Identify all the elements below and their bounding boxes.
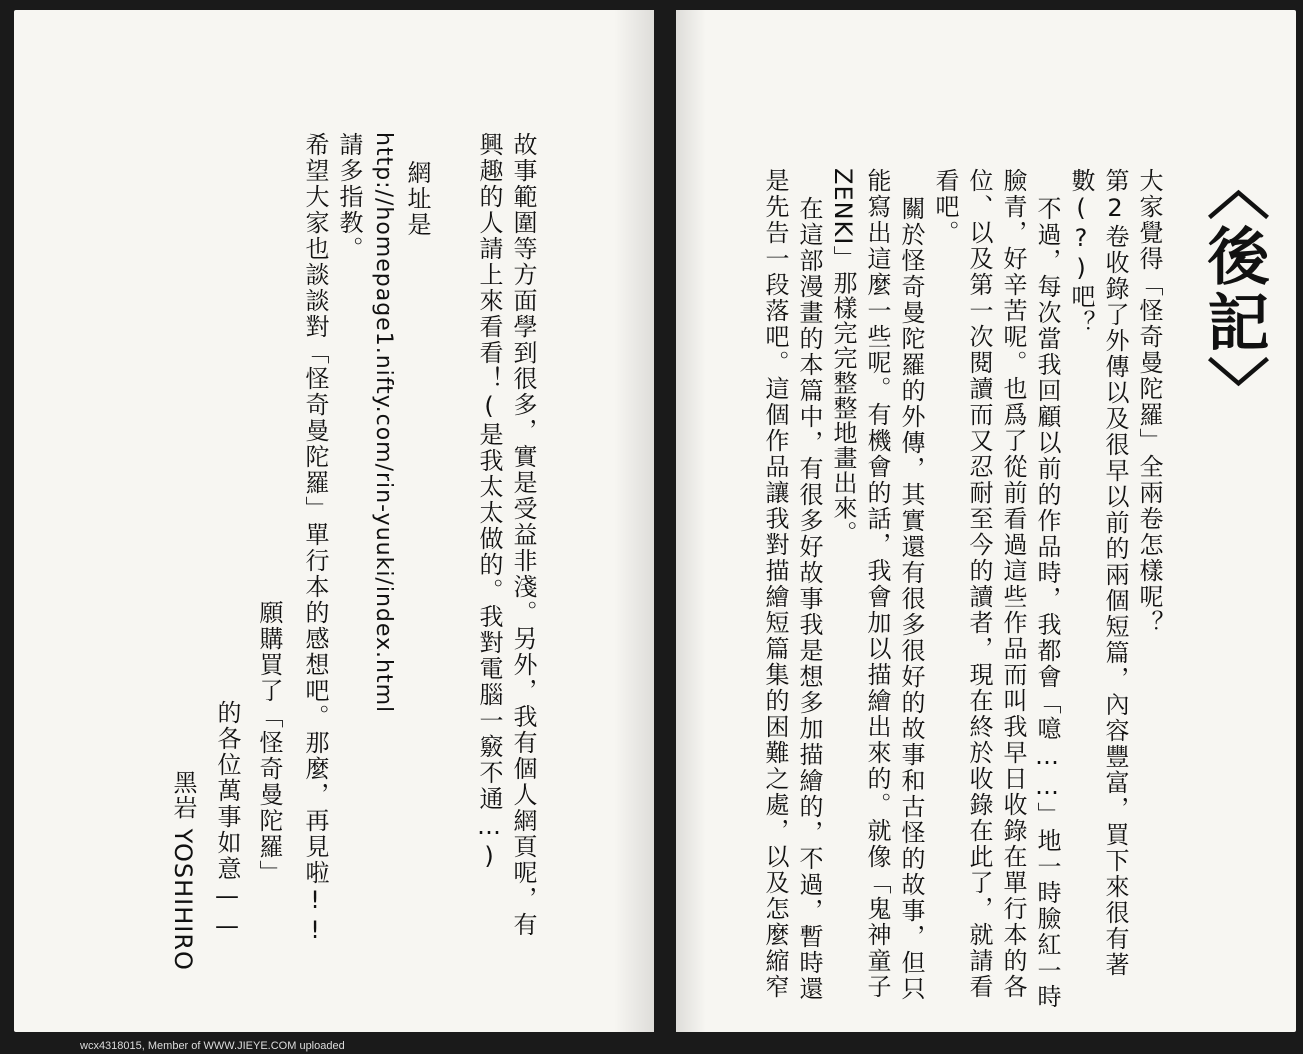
- text-line: 看吧。: [931, 168, 959, 246]
- text-line: 故事範圍等方面學到很多，實是受益非淺。另外，我有個人網頁呢，有: [509, 132, 537, 938]
- text-line: 網址是: [403, 160, 431, 238]
- website-url: http://homepage1.nifty.com/rin-yuuki/index.html: [371, 132, 396, 714]
- afterword-title: 〈後記〉: [1197, 158, 1270, 422]
- author-signature: 黑岩 YOSHIHIRO: [169, 770, 197, 971]
- text-line: 是先告一段落吧。這個作品讓我對描繪短篇集的困難之處，以及怎麼縮窄: [761, 168, 789, 1000]
- text-line: ZENKI」那樣完完整整地畫出來。: [829, 168, 857, 546]
- text-line: 第2卷收錄了外傳以及很早以前的兩個短篇，內容豐富，買下來很有著: [1101, 168, 1129, 978]
- gutter-shadow: [614, 10, 654, 1032]
- left-page: [14, 10, 654, 1032]
- text-line: 不過，每次當我回顧以前的作品時，我都會「噫……」地一時臉紅一時: [1033, 196, 1061, 1010]
- gutter-shadow: [676, 10, 706, 1032]
- text-line: 數(?)吧？: [1067, 168, 1095, 336]
- upload-caption: wcx4318015, Member of WWW.JIEYE.COM uploaded: [80, 1040, 345, 1052]
- text-line: 大家覺得「怪奇曼陀羅」全兩卷怎樣呢？: [1135, 168, 1163, 636]
- text-line: 能寫出這麼一些呢。有機會的話，我會加以描繪出來的。就像「鬼神童子: [863, 168, 891, 1000]
- text-line: 位、以及第一次閱讀而又忍耐至今的讀者，現在終於收錄在此了，就請看: [965, 168, 993, 1000]
- text-line: 希望大家也談談對「怪奇曼陀羅」單行本的感想吧。那麼，再見啦!!: [301, 132, 329, 946]
- right-page: [676, 10, 1296, 1032]
- closing-line: 願購買了「怪奇曼陀羅」: [255, 600, 283, 886]
- text-line: 關於怪奇曼陀羅的外傳，其實還有很多很好的故事和古怪的故事，但只: [897, 196, 925, 1002]
- text-line: 臉青，好辛苦呢。也爲了從前看過這些作品而叫我早日收錄在單行本的各: [999, 168, 1027, 1000]
- text-line: 請多指教。: [335, 132, 363, 262]
- closing-line: 的各位萬事如意——: [213, 700, 241, 942]
- text-line: 興趣的人請上來看看！(是我太太做的。我對電腦一竅不通…): [475, 132, 503, 872]
- text-line: 在這部漫畫的本篇中，有很多好故事我是想多加描繪的，不過，暫時還: [795, 196, 823, 1002]
